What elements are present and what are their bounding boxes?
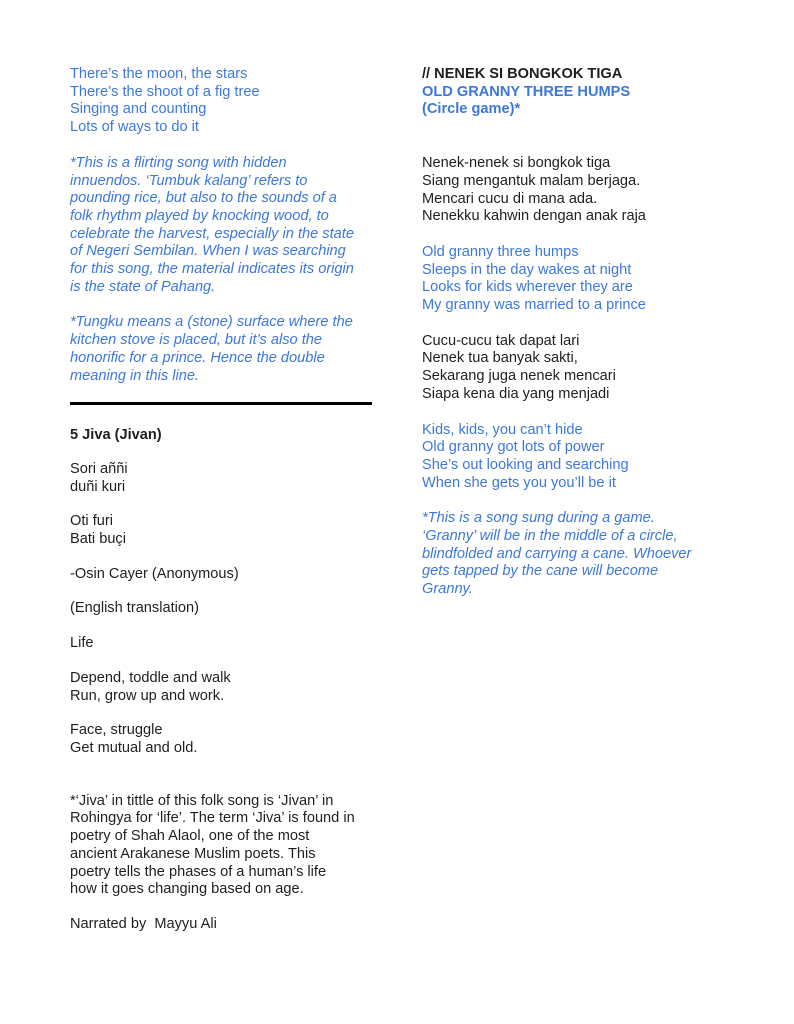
note-line: honorific for a prince. Hence the double [70,349,325,366]
note-line: pounding rice, but also to the sounds of a [70,190,337,207]
verse-line: Run, grow up and work. [70,687,225,704]
note-line: gets tapped by the cane will become [422,563,659,580]
verse-line: She’s out looking and searching [422,456,629,473]
verse-line: There’s the moon, the stars [70,66,248,82]
spacer [70,385,375,402]
spacer [70,653,375,670]
note-line: folk rhythm played by knocking wood, to [70,207,329,224]
spacer [422,119,742,155]
spacer [70,549,375,566]
spacer [70,758,375,793]
left-column [70,66,375,934]
verse-line: Oti furi [70,513,113,530]
song-title-english: OLD GRANNY THREE HUMPS [422,83,631,100]
spacer [422,404,742,422]
translation-label: (English translation) [70,600,199,617]
verse-line: Nenek tua banyak sakti, [422,350,578,367]
song-subtitle: (Circle game)* [422,101,521,118]
narrator-credit: Narrated by Mayyu Ali [70,915,217,932]
verse-line: There’s the shoot of a fig tree [70,83,260,100]
spacer [70,445,375,461]
verse-line: Siang mengantuk malam berjaga. [422,172,641,189]
verse-line: Siapa kena dia yang menjadi [422,385,610,402]
verse-line: Sleeps in the day wakes at night [422,261,632,278]
section-title: 5 Jiva (Jivan) [70,427,162,444]
verse-line: Old granny three humps [422,243,579,260]
verse-original-1 [70,461,375,496]
spacer [70,137,375,155]
note-tumbuk-kalang [70,155,375,297]
verse-line: Kids, kids, you can’t hide [422,421,583,438]
verse-line: Sekarang juga nenek mencari [422,368,616,385]
spacer [70,296,375,314]
spacer [70,583,375,600]
verse-line: My granny was married to a prince [422,297,646,314]
note-line: is the state of Pahang. [70,278,216,295]
spacer [70,618,375,635]
note-line: innuendos. ‘Tumbuk kalang’ refers to [70,172,308,189]
attribution: -Osin Cayer (Anonymous) [70,565,239,582]
verse-line: Bati buçi [70,531,126,548]
song-title: // NENEK SI BONGKOK TIGA [422,66,623,82]
footnote-jiva [70,793,375,899]
note-circle-game [422,510,742,599]
note-line: *Tungku means a (stone) surface where the [70,314,353,331]
footnote-line: *‘Jiva’ in tittle of this folk song is ‘Jivan’ in [70,792,334,809]
footnote-line: poetry tells the phases of a human’s life [70,863,327,880]
malay-verse-1 [422,155,742,226]
note-line: blindfolded and carrying a cane. Whoever [422,545,692,562]
spacer [70,405,375,427]
spacer [70,899,375,916]
footnote-line: poetry of Shah Alaol, one of the most [70,828,310,845]
note-tungku [70,314,375,385]
english-verse-2 [422,422,742,493]
translation-title: Life [70,635,94,652]
footnote-line: how it goes changing based on age. [70,881,304,898]
verse-line: Old granny got lots of power [422,439,605,456]
note-line: for this song, the material indicates its origin [70,261,354,278]
note-line: meaning in this line. [70,367,199,384]
footnote-line: ancient Arakanese Muslim poets. This [70,845,316,862]
verse-line: Nenekku kahwin dengan anak raja [422,208,646,225]
verse-line: duñi kuri [70,478,126,495]
english-verse-1 [422,244,742,315]
note-line: ‘Granny’ will be in the middle of a circle, [422,528,678,545]
spacer [422,492,742,510]
right-column [422,66,742,599]
verse-line: When she gets you you’ll be it [422,474,616,491]
verse-line: Lots of ways to do it [70,119,199,136]
verse-line: Looks for kids wherever they are [422,279,633,296]
note-line: celebrate the harvest, especially in the state [70,225,354,242]
note-line: kitchen stove is placed, but it’s also the [70,332,323,349]
note-line: *This is a flirting song with hidden [70,154,287,171]
verse-line: Get mutual and old. [70,739,198,756]
verse-line: Mencari cucu di mana ada. [422,190,598,207]
verse-original-2 [70,513,375,548]
note-line: *This is a song sung during a game. [422,510,655,527]
verse-line: Singing and counting [70,101,207,118]
verse-line: Cucu-cucu tak dapat lari [422,332,580,349]
note-line: of Negeri Sembilan. When I was searching [70,243,346,260]
spacer [70,496,375,513]
spacer [422,226,742,244]
verse-line: Nenek-nenek si bongkok tiga [422,155,611,172]
verse-line: Sori aññi [70,460,128,477]
footnote-line: Rohingya for ‘life’. The term ‘Jiva’ is found in [70,810,355,827]
malay-verse-2 [422,333,742,404]
note-line: Granny. [422,581,473,598]
spacer [422,315,742,333]
intro-verse [70,66,375,137]
translation-verse-1 [70,670,375,705]
verse-line: Depend, toddle and walk [70,669,231,686]
translation-verse-2 [70,722,375,757]
verse-line: Face, struggle [70,722,163,739]
spacer [70,705,375,722]
